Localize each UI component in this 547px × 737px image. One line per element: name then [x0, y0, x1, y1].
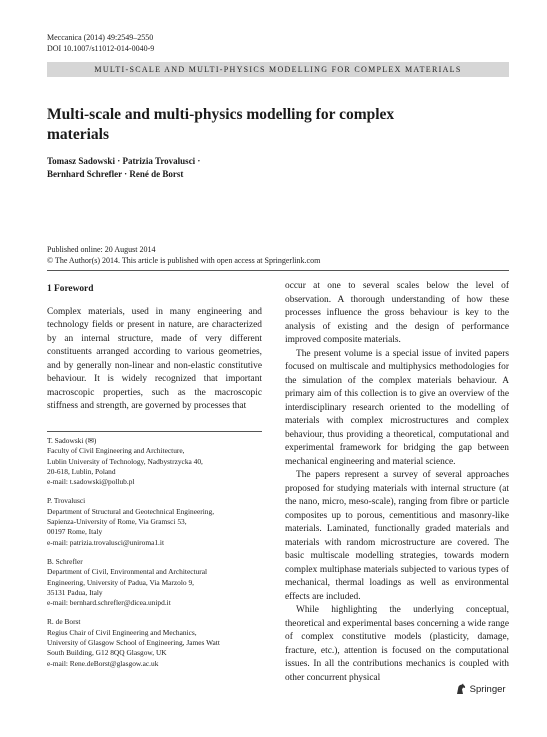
affiliation-line: 20-618, Lublin, Poland: [47, 466, 116, 476]
section-heading: 1 Foreword: [47, 284, 94, 294]
affiliation-block: [47, 617, 267, 668]
copyright-notice: © The Author(s) 2014. This article is published with open access at Springerlink.com: [47, 256, 321, 265]
affiliation-name: P. Trovalusci: [47, 496, 86, 506]
springer-horse-icon: [455, 683, 467, 695]
authors-line-2: Bernhard Schrefler · René de Borst: [47, 169, 184, 179]
affiliation-line: 35131 Padua, Italy: [47, 587, 103, 597]
body-paragraph: The papers represent a survey of several approaches proposed for studying materials with internal structure (at the nano, micro, meso-scale), ranging from fibre or particle composites up to porous, cementitious and masonry-like materials. Laminated, functionally graded materials and materials with random microstructure are covered. The basic multiscale modelling strategies, towards modern complex multiphase materials subjected to various types of mechanical, thermal loadings as well as environmental effects are included.: [285, 470, 509, 602]
journal-citation: Meccanica (2014) 49:2549–2550: [47, 33, 154, 42]
left-column: [47, 283, 262, 414]
affiliation-email: e-mail: bernhard.schrefler@dicea.unipd.it: [47, 598, 171, 608]
affiliation-email: e-mail: Rene.deBorst@glasgow.ac.uk: [47, 658, 159, 668]
affiliation-block: [47, 557, 267, 608]
affiliation-email: e-mail: t.sadowski@pollub.pl: [47, 477, 135, 487]
authors-line-1: Tomasz Sadowski · Patrizia Trovalusci ·: [47, 156, 201, 166]
affiliation-line: Lublin University of Technology, Nadbystrzycka 40,: [47, 456, 203, 466]
published-date: Published online: 20 August 2014: [47, 245, 156, 254]
affiliation-line: South Building, G12 8QQ Glasgow, UK: [47, 648, 167, 658]
article-title: Multi-scale and multi-physics modelling for complex materials: [47, 106, 395, 143]
affiliation-line: University of Glasgow School of Engineering, James Watt: [47, 638, 220, 648]
affiliations: [47, 436, 267, 669]
affiliation-name: R. de Borst: [47, 617, 81, 627]
affiliation-name: B. Schrefler: [47, 556, 83, 566]
affiliation-line: Faculty of Civil Engineering and Architecture,: [47, 446, 185, 456]
foreword-paragraph: Complex materials, used in many engineering and technology fields or present in nature, are characterized by an internal structure, made of very different constituents arranged according to various geometries, and by generally non-linear and non-elastic constitutive behaviour. It is widely recognized that important macroscopic properties, such as the macroscopic stiffness and strength, are governed by processes that: [47, 306, 262, 411]
publisher-name: Springer: [469, 684, 506, 695]
affiliation-line: Department of Civil, Environmental and Architectural: [47, 567, 208, 577]
affiliation-block: [47, 496, 267, 547]
header-divider: [47, 270, 509, 271]
publication-info: [47, 244, 320, 266]
affiliation-name: T. Sadowski (✉): [47, 436, 97, 445]
affiliation-block: [47, 436, 267, 487]
publisher-logo: [455, 683, 506, 697]
affiliation-line: Sapienza-University of Rome, Via Gramsci 53,: [47, 517, 187, 527]
affiliation-divider: [47, 431, 262, 432]
affiliation-line: Engineering, University of Padua, Via Marzolo 9,: [47, 577, 194, 587]
author-list: [47, 155, 200, 181]
affiliation-line: Regius Chair of Civil Engineering and Mechanics,: [47, 627, 197, 637]
journal-meta: [47, 32, 154, 54]
body-paragraph: occur at one to several scales below the level of observation. A thorough understanding of how these processes influence the gross behaviour is key to the analysis of existing and the design of performance improved composite materials.: [285, 281, 509, 345]
body-paragraph: While highlighting the underlying conceptual, theoretical and experimental bases concerning a wide range of complex constitutive models (plasticity, damage, fracture, etc.), attention is focused on the computational issues. In all the contributions mechanics is coupled with other concurrent physical: [285, 605, 509, 683]
affiliation-email: e-mail: patrizia.trovalusci@uniroma1.it: [47, 537, 165, 547]
doi: DOI 10.1007/s11012-014-0040-9: [47, 44, 155, 53]
affiliation-line: Department of Structural and Geotechnical Engineering,: [47, 506, 215, 516]
section-banner: MULTI-SCALE AND MULTI-PHYSICS MODELLING FOR COMPLEX MATERIALS: [47, 62, 509, 77]
right-column: [285, 280, 509, 685]
body-paragraph: The present volume is a special issue of invited papers focused on multiscale and multiphysics methodologies for the simulation of the complex materials behaviour. A primary aim of this collection is to give an overview of the interdisciplinary research oriented to the modelling of materials with complex microstructures and complex behaviour, thus providing a theoretical, computational and experimental framework for bridging the gap between mechanical engineering and material science.: [285, 348, 509, 467]
affiliation-line: 00197 Rome, Italy: [47, 527, 103, 537]
